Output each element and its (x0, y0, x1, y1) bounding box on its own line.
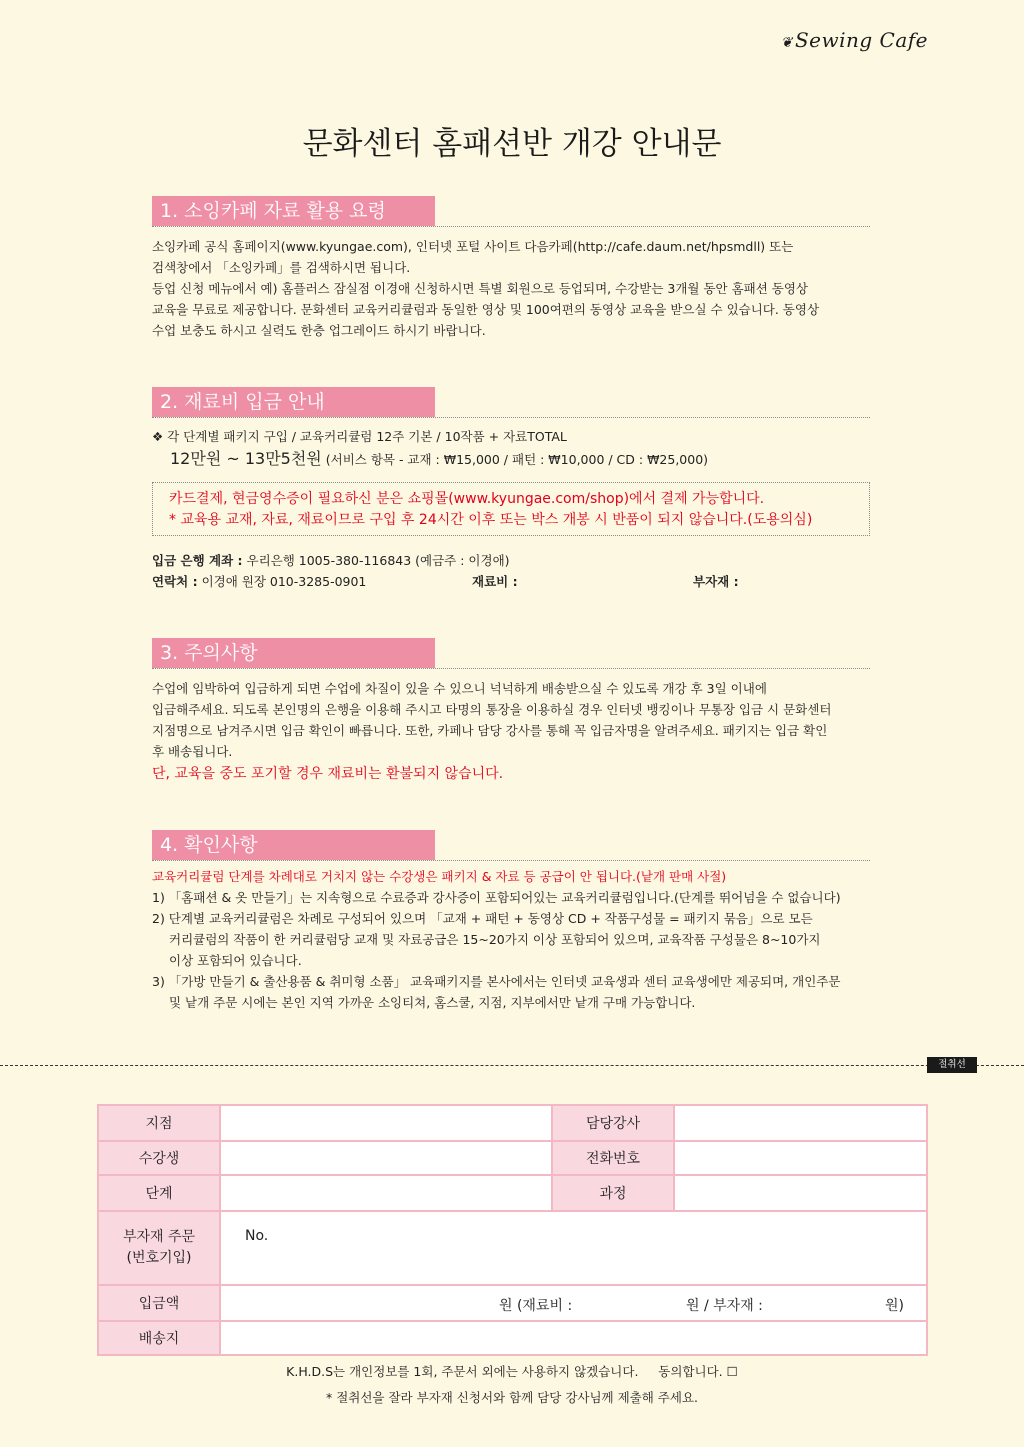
amount-won-end: 원) (885, 1298, 904, 1314)
text-line: 이상 포함되어 있습니다. (169, 953, 302, 968)
price-detail: (서비스 항목 - 교재 : ₩15,000 / 패턴 : ₩10,000 / CD : ₩25,000) (325, 452, 709, 467)
logo-text: Sewing Cafe (794, 28, 928, 52)
phone-label: 전화번호 (552, 1141, 674, 1175)
phone-field[interactable] (674, 1141, 927, 1175)
instructor-field[interactable] (674, 1105, 927, 1141)
section-3-body (152, 678, 872, 786)
refund-warning: 단, 교육을 중도 포기할 경우 재료비는 환불되지 않습니다. (152, 766, 504, 782)
order-form (97, 1104, 928, 1356)
form-row (98, 1141, 927, 1175)
amount-field[interactable] (220, 1285, 927, 1321)
cut-line-label: 절취선 (927, 1057, 977, 1073)
amount-won-submaterial: 원 / 부자재 : (686, 1298, 763, 1314)
text-line: 및 낱개 주문 시에는 본인 지역 가까운 소잉티쳐, 홈스쿨, 지점, 지부에서만 낱개 구매 가능합니다. (169, 995, 696, 1010)
section-3-header (152, 638, 870, 669)
section-2-header (152, 387, 870, 418)
text-line: 수업에 임박하여 입금하게 되면 수업에 차질이 있을 수 있으니 넉넉하게 배송받으실 수 있도록 개강 후 3일 이내에 (152, 681, 767, 696)
text-line: 수업 보충도 하시고 실력도 한층 업그레이드 하시기 바랍니다. (152, 323, 486, 338)
form-row (98, 1211, 927, 1285)
text-line: 1) 「홈패션 & 옷 만들기」는 지속형으로 수료증과 강사증이 포함되어있는 교육커리큘럼입니다.(단계를 뛰어넘을 수 없습니다) (152, 890, 841, 905)
level-label: 단계 (98, 1175, 220, 1211)
branch-label: 지점 (98, 1105, 220, 1141)
amount-won-material: 원 (재료비 : (499, 1298, 573, 1314)
course-field[interactable] (674, 1175, 927, 1211)
section-2-body (152, 426, 872, 472)
payment-notice-box (152, 482, 870, 536)
form-row (98, 1105, 927, 1141)
order-label-line-2: (번호기입) (126, 1250, 192, 1266)
shipping-label: 배송지 (98, 1321, 220, 1355)
form-row (98, 1285, 927, 1321)
text-line: 후 배송됩니다. (152, 744, 233, 759)
bank-label: 입금 은행 계좌 : (152, 553, 243, 568)
bank-value: 우리은행 1005-380-116843 (예금주 : 이경애) (246, 553, 510, 568)
section-1-heading: 1. 소잉카페 자료 활용 요령 (152, 196, 435, 226)
material-fee-label: 재료비 : (472, 574, 518, 589)
level-field[interactable] (220, 1175, 552, 1211)
page-title: 문화센터 홈패션반 개강 안내문 (302, 126, 722, 162)
form-row (98, 1321, 927, 1355)
consent-checkbox[interactable]: 동의합니다. ☐ (658, 1364, 738, 1379)
sewing-cafe-logo (781, 28, 928, 52)
branch-field[interactable] (220, 1105, 552, 1141)
contact-label: 연락처 : (152, 574, 198, 589)
order-label (98, 1211, 220, 1285)
student-field[interactable] (220, 1141, 552, 1175)
submission-note: * 절취선을 잘라 부자재 신청서와 함께 담당 강사님께 제출해 주세요. (325, 1390, 698, 1405)
amount-label: 입금액 (98, 1285, 220, 1321)
contact-value: 이경애 원장 010-3285-0901 (201, 574, 367, 589)
text-line: 검색창에서 「소잉카페」를 검색하시면 됩니다. (152, 260, 411, 275)
order-no-prefix: No. (245, 1228, 269, 1244)
sub-material-label: 부자재 : (693, 574, 739, 589)
instructor-label: 담당강사 (552, 1105, 674, 1141)
privacy-statement: K.H.D.S는 개인정보를 1회, 주문서 외에는 사용하지 않겠습니다. (286, 1364, 639, 1379)
text-line: 입금해주세요. 되도록 본인명의 은행을 이용해 주시고 타명의 통장을 이용하실 경우 인터넷 뱅킹이나 무통장 입금 시 문화센터 (152, 702, 832, 717)
text-line: 등업 신청 메뉴에서 예) 홈플러스 잠실점 이경애 신청하시면 특별 회원으로 등업되며, 수강받는 3개월 동안 홈패션 동영상 (152, 281, 809, 296)
supply-warning: 교육커리큘럼 단계를 차례대로 거치지 않는 수강생은 패키지 & 자료 등 공급이 안 됩니다.(낱개 판매 사절) (152, 869, 727, 884)
cut-line (0, 1065, 1024, 1066)
section-2-heading: 2. 재료비 입금 안내 (152, 387, 435, 417)
flower-icon: ❦ (780, 35, 793, 51)
student-label: 수강생 (98, 1141, 220, 1175)
text-line: 2) 단계별 교육커리큘럼은 차례로 구성되어 있으며 「교재 + 패턴 + 동영상 CD + 작품구성물 = 패키지 묶음」으로 모든 (152, 911, 813, 926)
refund-notice: * 교육용 교재, 자료, 재료이므로 구입 후 24시간 이후 또는 박스 개봉 시 반품이 되지 않습니다.(도용의심) (169, 512, 813, 528)
text-line: 커리큘럼의 작품이 한 커리큘럼당 교재 및 자료공급은 15~20가지 이상 포함되어 있으며, 교육작품 구성물은 8~10가지 (169, 932, 821, 947)
section-4-header (152, 830, 870, 861)
section-4-heading: 4. 확인사항 (152, 830, 435, 860)
section-1-body (152, 236, 872, 341)
price-range: 12만원 ~ 13만5천원 (170, 449, 322, 468)
privacy-consent (0, 1362, 1024, 1380)
card-payment-notice: 카드결제, 현금영수증이 필요하신 분은 쇼핑몰(www.kyungae.com/shop)에서 결제 가능합니다. (169, 491, 765, 507)
text-line: 3) 「가방 만들기 & 출산용품 & 취미형 소품」 교육패키지를 본사에서는 인터넷 교육생과 센터 교육생에만 제공되며, 개인주문 (152, 974, 841, 989)
text-line: 소잉카페 공식 홈페이지(www.kyungae.com), 인터넷 포털 사이트 다음카페(http://cafe.daum.net/hpsmdll) 또는 (152, 239, 794, 254)
section-1-header (152, 196, 870, 227)
order-number-field[interactable] (220, 1211, 927, 1285)
text-line: 지점명으로 남겨주시면 입금 확인이 빠릅니다. 또한, 카페나 담당 강사를 통해 꼭 입금자명을 알려주세요. 패키지는 입금 확인 (152, 723, 828, 738)
section-4-body (152, 866, 872, 1013)
form-row (98, 1175, 927, 1211)
shipping-field[interactable] (220, 1321, 927, 1355)
order-label-line-1: 부자재 주문 (122, 1229, 196, 1245)
package-info: ❖ 각 단계별 패키지 구입 / 교육커리큘럼 12주 기본 / 10작품 + 자료TOTAL (152, 429, 567, 444)
text-line: 교육을 무료로 제공합니다. 문화센터 교육커리큘럼과 동일한 영상 및 100여편의 동영상 교육을 받으실 수 있습니다. 동영상 (152, 302, 820, 317)
bank-info (152, 550, 872, 592)
section-3-heading: 3. 주의사항 (152, 638, 435, 668)
course-label: 과정 (552, 1175, 674, 1211)
